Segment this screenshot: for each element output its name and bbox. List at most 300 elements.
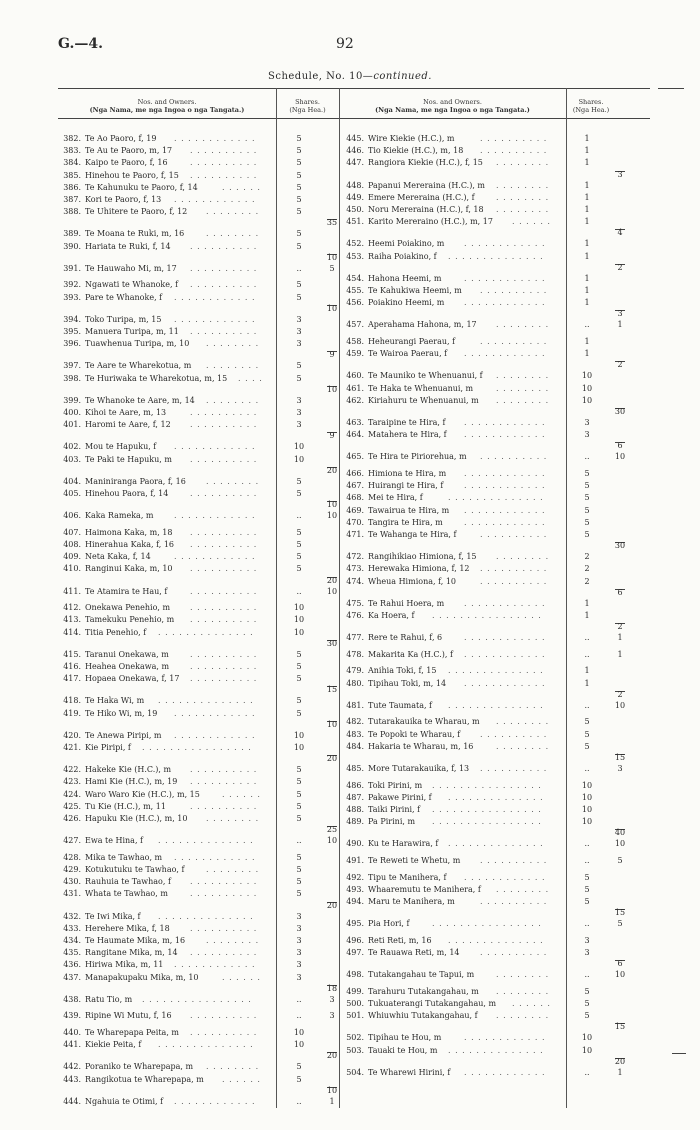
leader-dots: . . . . . . . . [206, 936, 260, 945]
left-names-header [58, 98, 276, 114]
leader-dots: . . . . . . . . . . [190, 765, 258, 775]
right-shares-header [566, 98, 616, 114]
owner-number: 401. [63, 420, 81, 430]
owner-row [341, 729, 632, 741]
leader-dots: . . . . . . . . . . . . [174, 195, 256, 204]
owner-shares: .. [584, 633, 590, 643]
owner-name: Te Whanoke te Aare, m, 14 [85, 395, 195, 405]
owner-number: 428. [63, 852, 81, 862]
owner-shares: 3 [296, 948, 302, 958]
leader-dots: . . . . . . . . . . . . [174, 314, 256, 324]
owner-name: Manuera Turipa, m, 11 [85, 327, 179, 336]
owner-name: Noru Mereraina (H.C.), f, 18 [368, 205, 484, 214]
owner-number: 465. [346, 452, 364, 462]
owner-name: Te Popoki te Wharau, f [368, 729, 461, 739]
owner-number: 415. [63, 649, 81, 659]
owner-name: Te Kahukiwa Heemi, m [368, 286, 462, 295]
owner-row [341, 551, 632, 563]
owner-row [58, 730, 344, 742]
owner-row [341, 273, 632, 285]
owner-row [341, 678, 632, 690]
owner-name: Tutakangahau te Tapui, m [368, 970, 475, 980]
owner-row [341, 180, 632, 192]
group-total: 10 [326, 252, 338, 262]
leader-dots: . . . . . . . . [496, 320, 550, 330]
owner-number: 458. [346, 337, 364, 346]
owner-row [341, 998, 632, 1010]
owner-name: Te Atamira te Hau, f [85, 586, 168, 596]
owner-number: 469. [346, 505, 364, 515]
owner-name: Te Wairoa Paerau, f [368, 349, 448, 359]
leader-dots: . . . . . . . . . . . . . . [448, 493, 544, 503]
leader-dots: . . . . . . . . . . . . [464, 517, 546, 527]
owner-shares: 5 [296, 696, 302, 706]
owner-name: Hinehou Paora, f, 14 [85, 489, 169, 498]
owner-name: Rangitane Mika, m, 14 [85, 948, 178, 958]
owner-name: Mou te Hapuku, f [85, 442, 157, 452]
owner-name: Poraniko te Wharepapa, m [85, 1062, 194, 1072]
owner-shares: 10 [293, 627, 305, 637]
names-subtitle: (Nga Nama, me nga Ingoa o nga Tangata.) [89, 106, 245, 114]
owner-name: Toki Pirini, m [368, 780, 423, 790]
owner-number: 419. [63, 708, 81, 718]
owner-number: 453. [346, 251, 364, 261]
leader-dots: . . . . . . . . . . . . [464, 469, 546, 478]
owner-name: Heahea Onekawa, m [85, 662, 170, 671]
owner-number: 395. [63, 327, 81, 336]
owner-name: Huirangi te Hira, f [368, 481, 444, 491]
owner-name: Ngawati te Whanoke, f [85, 280, 179, 290]
owner-row [58, 789, 344, 801]
owner-name: Waro Waro Kie (H.C.), m, 15 [85, 789, 200, 799]
owner-name: Poiakino Heemi, m [368, 298, 445, 308]
leader-dots: . . . . . . . . [206, 339, 260, 349]
leader-dots: . . . . . . . . . . . . . . [448, 251, 544, 261]
group-total: 10 [326, 1085, 338, 1095]
owner-row [341, 285, 632, 297]
owner-row [341, 935, 632, 947]
leader-dots: . . . . . . . . . . . . . . [448, 935, 544, 945]
owner-shares: 5 [296, 292, 302, 302]
owner-number: 434. [63, 936, 81, 945]
owner-row [58, 813, 344, 825]
leader-dots: . . . . . . . . . . [190, 615, 258, 625]
owner-total: 1 [617, 649, 623, 659]
owner-shares: 5 [584, 505, 590, 515]
owner-row [341, 741, 632, 753]
leader-dots: . . . . . . . . . . [190, 777, 258, 787]
leader-dots: . . . . . . . . [496, 1011, 550, 1021]
group-total: 15 [326, 685, 338, 695]
owner-number: 385. [63, 170, 81, 180]
shares-title: Shares. [295, 98, 320, 106]
owner-row [58, 835, 344, 847]
owner-total: 1 [617, 633, 623, 643]
leader-dots: . . . . . . . . . . [480, 729, 548, 739]
leader-dots: . . . . . . . . . . [480, 764, 548, 773]
leader-dots: . . . . . . . . . . [480, 134, 548, 143]
leader-dots: . . . . . . . . [496, 205, 550, 214]
owner-row [341, 157, 632, 169]
page-number: 92 [336, 36, 354, 52]
leader-dots: . . . . . . [222, 789, 261, 799]
owner-number: 383. [63, 146, 81, 156]
owner-shares: 5 [584, 517, 590, 527]
leader-dots: . . . . . . . . . . . . [174, 511, 256, 521]
owner-number: 487. [346, 792, 364, 802]
owner-name: Aperahama Hahona, m, 17 [368, 320, 477, 330]
owner-number: 386. [63, 182, 81, 192]
owner-name: Heheurangi Paerau, f [368, 337, 456, 346]
owner-number: 408. [63, 540, 81, 549]
owner-number: 480. [346, 678, 364, 688]
leader-dots: . . . . . . . . [496, 552, 550, 562]
owner-number: 481. [346, 700, 364, 710]
owner-number: 488. [346, 805, 364, 814]
owner-name: Kiekie Peita, f [85, 1040, 142, 1050]
owner-name: Haromi te Aare, f, 12 [85, 420, 171, 430]
owner-name: Titia Penehio, f [85, 627, 147, 637]
owner-shares: 5 [584, 469, 590, 478]
leader-dots: . . . . . . . . . . . . [464, 481, 546, 491]
leader-dots: . . . . . . . . [496, 395, 550, 405]
owner-shares: 3 [296, 395, 302, 405]
group-total: 9 [329, 350, 335, 360]
owner-shares: 3 [584, 935, 590, 945]
leader-dots: . . . . . . . . . . [190, 527, 258, 537]
owner-row [341, 395, 632, 407]
owner-shares: 5 [584, 884, 590, 894]
owner-shares: 5 [296, 801, 302, 811]
owner-shares: 10 [293, 603, 305, 613]
owner-shares: 1 [584, 134, 590, 143]
owner-number: 470. [346, 517, 364, 527]
owner-name: Herewaka Himiona, f, 12 [368, 564, 470, 574]
owner-shares: 10 [293, 615, 305, 625]
owner-row [58, 1074, 344, 1086]
owner-row [58, 1096, 344, 1108]
owner-name: Haimona Kaka, m, 18 [85, 527, 173, 537]
owner-number: 414. [63, 627, 81, 637]
owner-shares: 5 [296, 361, 302, 371]
owner-row [341, 492, 632, 504]
owner-name: Te Wahanga te Hira, f [368, 530, 457, 539]
owner-row [341, 763, 632, 775]
owner-row [58, 338, 344, 350]
owner-number: 384. [63, 158, 81, 168]
owner-name: Tipihau te Hou, m [368, 1033, 442, 1043]
owner-shares: 3 [296, 911, 302, 921]
owner-number: 392. [63, 280, 81, 290]
owner-name: Tipu te Manihera, f [368, 872, 447, 882]
group-total: 9 [329, 431, 335, 441]
leader-dots: . . . . . . . . . . [190, 420, 258, 430]
owner-name: Rangiora Kiekie (H.C.), f, 15 [368, 158, 483, 168]
owner-number: 405. [63, 489, 81, 498]
owner-shares: 10 [581, 805, 593, 814]
margin-mark [658, 88, 684, 89]
owner-name: Te Hira te Piriorehua, m [368, 452, 467, 462]
owner-shares: 1 [584, 158, 590, 168]
owner-shares: .. [296, 1096, 302, 1106]
leader-dots: . . . . . . . . . . [190, 603, 258, 613]
group-total: 10 [326, 303, 338, 313]
group-total: 18 [326, 983, 338, 993]
group-total: 20 [326, 900, 338, 910]
owner-shares: 10 [581, 371, 593, 381]
table-top-rule [58, 88, 650, 89]
leader-dots: . . . . . . . . . . . . [464, 298, 546, 308]
owner-row [341, 383, 632, 395]
leader-dots: . . . . . . . . . . [190, 1028, 258, 1037]
owner-shares: 5 [296, 865, 302, 874]
leader-dots: . . . . . . . . . . [190, 877, 258, 887]
owner-number: 500. [346, 999, 364, 1008]
leader-dots: . . . . . . . . . . [190, 146, 258, 156]
leader-dots: . . . . . . . . . . [190, 674, 258, 684]
owner-name: Hakeke Kie (H.C.), m [85, 765, 172, 775]
owner-name: Ngahuia te Otimi, f [85, 1096, 164, 1106]
leader-dots: . . . . . . . . . . [190, 408, 258, 417]
owner-number: 417. [63, 674, 81, 684]
owner-name: Te Kahunuku te Paoro, f, 14 [85, 182, 198, 192]
leader-dots: . . . . . . . . . . [190, 170, 258, 180]
leader-dots: . . . . . . . . [206, 865, 260, 874]
leader-dots: . . . . . . . . . . . . [464, 872, 546, 882]
owner-shares: 1 [584, 180, 590, 190]
owner-shares: 10 [293, 743, 305, 752]
leader-dots: . . . . . . . . . . . . . . . . [432, 780, 542, 790]
owner-name: Te Wharewi Hirini, f [368, 1067, 451, 1077]
owner-name: Te Huriwaka te Wharekotua, m, 15 [85, 373, 228, 383]
owner-name: Mei te Hira, f [368, 493, 423, 503]
owner-number: 399. [63, 395, 81, 405]
leader-dots: . . . . . . . . . . . . . . [448, 792, 544, 802]
owner-number: 462. [346, 395, 364, 405]
owner-row [341, 204, 632, 216]
owner-name: Taranui Onekawa, m [85, 649, 169, 659]
owner-number: 451. [346, 217, 364, 227]
owner-number: 494. [346, 897, 364, 906]
owner-shares: 5 [584, 1011, 590, 1021]
leader-dots: . . . . . . . . [496, 717, 550, 727]
owner-name: Taraipine te Hira, f [368, 418, 446, 427]
owner-row [341, 884, 632, 896]
owner-number: 491. [346, 856, 364, 865]
owner-shares: 5 [296, 674, 302, 684]
owner-name: Tipihau Toki, m, 14 [368, 678, 447, 688]
owner-number: 454. [346, 273, 364, 283]
owner-total: 10 [326, 511, 338, 521]
owner-shares: 3 [584, 418, 590, 427]
leader-dots: . . . . . . . . . . [480, 146, 548, 156]
leader-dots: . . . . . . . . [496, 970, 550, 980]
owner-number: 432. [63, 911, 81, 921]
owner-number: 424. [63, 789, 81, 799]
right-names-header [339, 98, 566, 114]
leader-dots: . . . . . . . . . . [190, 1011, 258, 1021]
owner-number: 467. [346, 481, 364, 491]
owner-shares: 5 [296, 373, 302, 383]
owner-shares: 1 [584, 349, 590, 359]
owner-name: Pia Hori, f [368, 919, 410, 929]
leader-dots: . . . . . . . . . . [190, 158, 258, 168]
owner-row [58, 708, 344, 720]
group-total: 3 [617, 309, 623, 319]
owner-number: 393. [63, 292, 81, 302]
group-total: 2 [617, 689, 623, 699]
owner-name: Raiha Poiakino, f [368, 251, 437, 261]
leader-dots: . . . . . . . . . . . . [464, 649, 546, 659]
owner-total: 10 [614, 452, 626, 462]
owner-number: 441. [63, 1040, 81, 1050]
owner-number: 445. [346, 134, 364, 143]
owner-number: 461. [346, 383, 364, 393]
owner-row [341, 792, 632, 804]
group-total: 20 [326, 754, 338, 764]
owner-row [58, 476, 344, 488]
leader-dots: . . . . . . . . [206, 1062, 260, 1072]
owner-row [341, 517, 632, 529]
leader-dots: . . . . . . . . . . [480, 286, 548, 295]
owner-total: 3 [329, 1011, 335, 1021]
names-title: Nos. and Owners. [137, 98, 197, 106]
owner-row [58, 673, 344, 685]
owner-row [341, 529, 632, 541]
owner-number: 484. [346, 741, 364, 751]
owner-shares: 10 [293, 1028, 305, 1037]
leader-dots: . . . . . . . . . . [480, 337, 548, 346]
owner-shares: 1 [584, 337, 590, 346]
owner-shares: 1 [584, 251, 590, 261]
owner-shares: .. [584, 700, 590, 710]
owner-number: 444. [63, 1096, 81, 1106]
owner-row [341, 780, 632, 792]
leader-dots: . . . . . . . . . . . . . . [448, 1045, 544, 1055]
leader-dots: . . . . . . . . . . . . [174, 134, 256, 143]
leader-dots: . . . . . . . . . . [190, 662, 258, 671]
owner-name: Onekawa Penehio, m [85, 603, 171, 613]
leader-dots: . . . . . . . . . . [480, 576, 548, 586]
owner-number: 478. [346, 649, 364, 659]
owner-shares: 5 [296, 489, 302, 498]
owner-number: 423. [63, 777, 81, 787]
owner-name: Neta Kaka, f, 14 [85, 552, 151, 562]
owner-shares: 5 [296, 1062, 302, 1072]
leader-dots: . . . . . . . . . . . . . . . . [432, 919, 542, 929]
owner-shares: .. [584, 856, 590, 865]
owner-shares: 1 [584, 298, 590, 308]
owner-row [58, 454, 344, 466]
owner-name: Pakawe Pirini, f [368, 792, 432, 802]
owner-name: Hiriwa Mika, m, 11 [85, 960, 164, 970]
owner-name: Hapuku Kie (H.C.), m, 10 [85, 814, 188, 823]
owner-number: 410. [63, 564, 81, 574]
owner-row [58, 764, 344, 776]
schedule-prefix: Schedule, No. 10— [268, 71, 374, 82]
owner-name: Anihia Toki, f, 15 [368, 666, 437, 676]
group-total: 2 [617, 622, 623, 632]
leader-dots: . . . . . . . . . . . . [174, 552, 256, 562]
group-total: 40 [614, 828, 626, 838]
owner-number: 400. [63, 408, 81, 417]
leader-dots: . . . . . . . . . . [190, 327, 258, 336]
owner-number: 442. [63, 1062, 81, 1072]
owner-name: Te Rauawa Reti, m, 14 [368, 948, 460, 957]
owner-shares: 5 [296, 476, 302, 486]
leader-dots: . . . . . . . . [206, 207, 260, 217]
margin-mark [672, 1053, 686, 1054]
leader-dots: . . . . . . . . . . . . [464, 430, 546, 440]
owner-name: Pa Pirini, m [368, 817, 416, 827]
owner-shares: 5 [296, 814, 302, 823]
owner-shares: 3 [296, 314, 302, 324]
owner-number: 430. [63, 877, 81, 887]
leader-dots: . . . . . . . . . . . . [174, 708, 256, 718]
owner-number: 413. [63, 615, 81, 625]
owner-name: Herehere Mika, f, 18 [85, 923, 170, 933]
owner-row [58, 776, 344, 788]
owner-row [58, 742, 344, 754]
leader-dots: . . . . . . . . . . . . . . . . [142, 743, 252, 752]
owner-row [341, 133, 632, 145]
leader-dots: . . . . . . . . . . [190, 241, 258, 251]
owner-row [58, 864, 344, 876]
owner-shares: 5 [296, 889, 302, 899]
owner-shares: 5 [296, 765, 302, 775]
owner-number: 421. [63, 743, 81, 752]
owner-row [341, 348, 632, 360]
owner-name: Ku te Harawira, f [368, 839, 439, 849]
group-total: 2 [617, 360, 623, 370]
owner-number: 503. [346, 1045, 364, 1055]
owner-name: Hinehou te Paoro, f, 15 [85, 170, 179, 180]
owner-row [341, 855, 632, 867]
owner-row [58, 801, 344, 813]
owner-shares: .. [584, 919, 590, 929]
leader-dots: . . . . . . . . . . . . [464, 598, 546, 608]
owner-name: Rangikotua te Wharepapa, m [85, 1074, 204, 1084]
owner-row [341, 1045, 632, 1057]
owner-number: 496. [346, 935, 364, 945]
owner-row [58, 539, 344, 551]
owner-row [341, 370, 632, 382]
owner-shares: 1 [584, 205, 590, 214]
owner-number: 466. [346, 469, 364, 478]
owner-number: 455. [346, 286, 364, 295]
group-total: 30 [614, 541, 626, 551]
owner-name: Hami Kie (H.C.), m, 19 [85, 777, 178, 787]
owner-row [341, 665, 632, 677]
owner-number: 411. [63, 586, 81, 596]
owner-shares: .. [296, 586, 302, 596]
owner-row [58, 419, 344, 431]
owner-name: Makarita Ka (H.C.), f [368, 649, 453, 659]
owner-name: Te Wharepapa Peita, m [85, 1028, 179, 1037]
owner-shares: 1 [584, 666, 590, 676]
owner-row [341, 986, 632, 998]
owner-shares: 3 [296, 923, 302, 933]
owner-name: Ka Hoera, f [368, 611, 415, 620]
owner-row [58, 373, 344, 385]
leader-dots: . . . . . . . . . . [480, 452, 548, 462]
owner-name: Tutarakauika te Wharau, m [368, 717, 480, 727]
owner-shares: 10 [581, 817, 593, 827]
owner-total: 3 [329, 994, 335, 1004]
leader-dots: . . . . . . . . . . . . . . . . [432, 805, 542, 814]
owner-number: 460. [346, 371, 364, 381]
leader-dots: . . . . . . . . . . . . [174, 292, 256, 302]
